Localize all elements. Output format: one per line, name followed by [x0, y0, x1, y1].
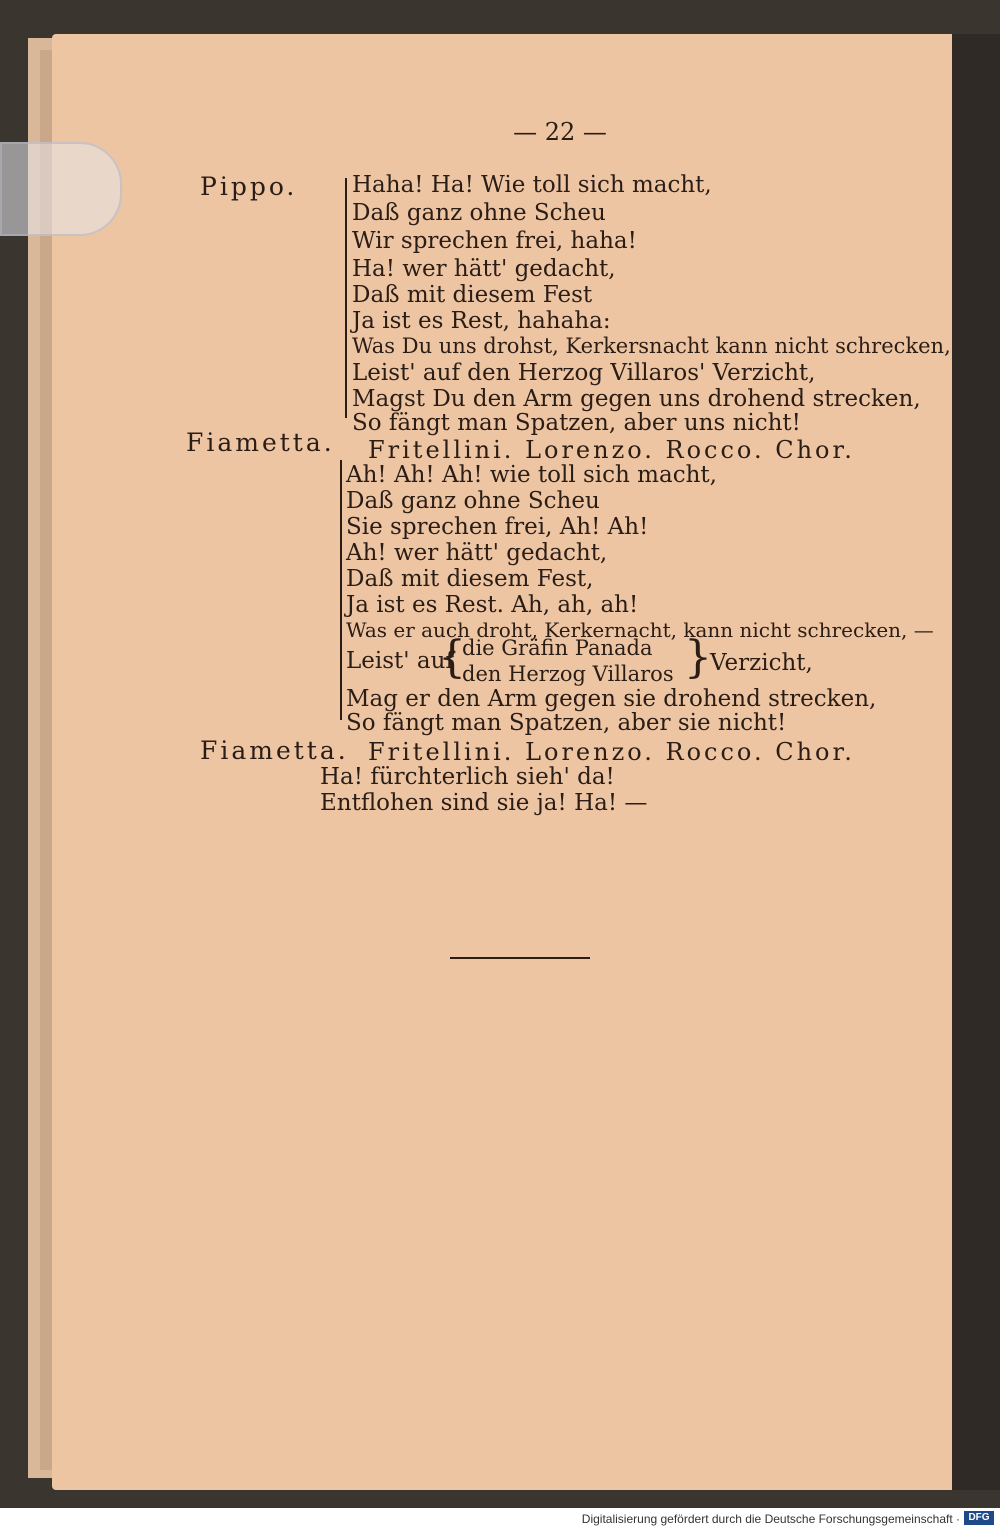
verse-line: Ah! Ah! Ah! wie toll sich macht, — [346, 462, 717, 488]
book-gutter — [952, 34, 1000, 1490]
verse-line: Daß mit diesem Fest — [352, 282, 593, 308]
verse-line: Ja ist es Rest, hahaha: — [352, 308, 611, 334]
verse-line: Ja ist es Rest. Ah, ah, ah! — [346, 592, 639, 618]
verse-line: Daß ganz ohne Scheu — [352, 200, 606, 226]
verse-line: So fängt man Spatzen, aber uns nicht! — [352, 410, 801, 436]
verse-line: Leist' auf den Herzog Villaros' Verzicht, — [352, 360, 816, 386]
verse-line: Was er auch droht, Kerkernacht, kann nicht schrecken, — — [346, 618, 934, 642]
left-brace: { — [438, 632, 466, 683]
verse-line: Ah! wer hätt' gedacht, — [346, 540, 608, 566]
verse-line: Daß mit diesem Fest, — [346, 566, 594, 592]
right-brace: } — [684, 632, 712, 683]
verse-line: Entflohen sind sie ja! Ha! — — [320, 790, 648, 816]
verse-line: Mag er den Arm gegen sie drohend strecken, — [346, 686, 877, 712]
option-text: die Gräfin Panada — [462, 636, 653, 660]
verse-line: Ha! fürchterlich sieh' da! — [320, 764, 615, 790]
verse-line: So fängt man Spatzen, aber sie nicht! — [346, 710, 787, 736]
chorus-heading: Fritellini. Lorenzo. Rocco. Chor. — [368, 738, 855, 766]
verse-line: Ha! wer hätt' gedacht, — [352, 256, 616, 282]
verse-line: Daß ganz ohne Scheu — [346, 488, 600, 514]
verse-line: Wir sprechen frei, haha! — [352, 228, 637, 254]
verse-line: Sie sprechen frei, Ah! Ah! — [346, 514, 649, 540]
end-rule — [450, 957, 590, 959]
leist-auf-text: Leist' auf — [346, 648, 454, 674]
verzicht-text: Verzicht, — [710, 650, 813, 676]
page-number: — 22 — — [513, 118, 607, 146]
dfg-logo: DFG — [964, 1511, 994, 1525]
footer-credit: Digitalisierung gefördert durch die Deutsche Forschungsgemeinschaft · — [581, 1512, 960, 1526]
verse-line: Magst Du den Arm gegen uns drohend strecken, — [352, 386, 921, 412]
verse-bracket-chorus — [340, 460, 342, 720]
paper-clip — [0, 142, 122, 236]
verse-bracket-pippo — [345, 178, 347, 418]
speaker-fiametta: Fiametta. — [186, 428, 335, 457]
speaker-fiametta: Fiametta. — [200, 736, 349, 765]
speaker-pippo: Pippo. — [200, 172, 298, 201]
option-text: den Herzog Villaros — [462, 662, 674, 686]
chorus-heading: Fritellini. Lorenzo. Rocco. Chor. — [368, 436, 855, 464]
verse-line: Was Du uns drohst, Kerkersnacht kann nicht schrecken, — [352, 334, 951, 358]
verse-line: Haha! Ha! Wie toll sich macht, — [352, 172, 712, 198]
